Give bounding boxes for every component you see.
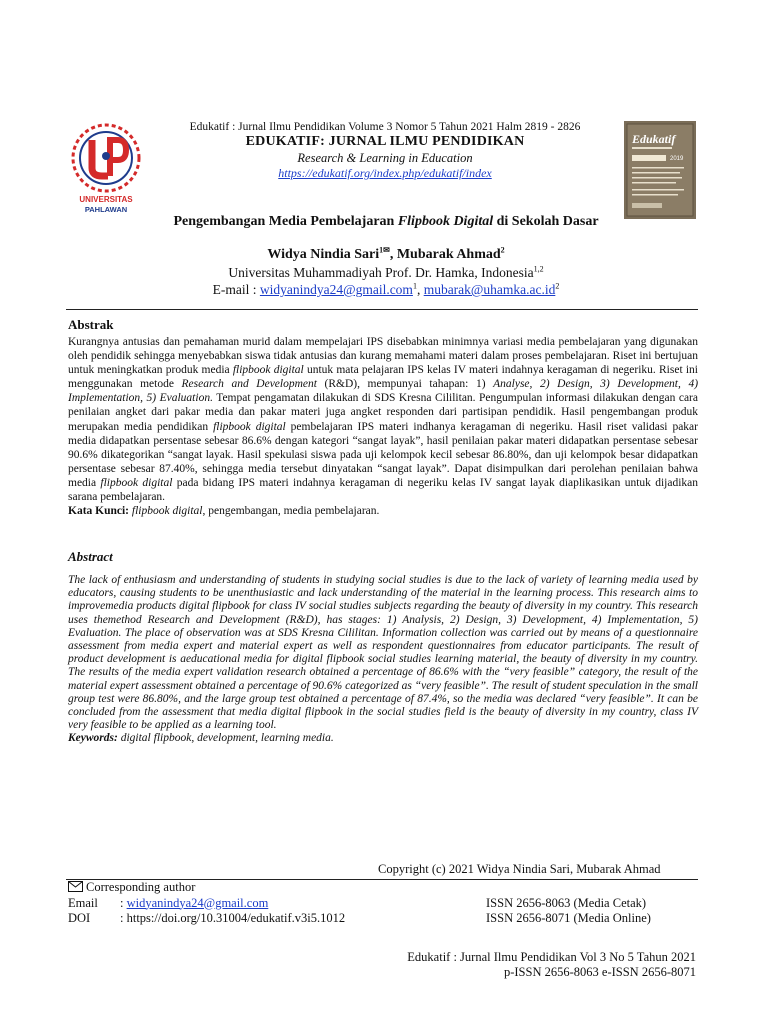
email-row xyxy=(68,896,698,912)
abstrak-em-5: flipbook digital xyxy=(100,476,173,489)
email-2-sup: 2 xyxy=(555,281,560,291)
footer-doi-label: DOI xyxy=(68,911,91,925)
journal-cover-thumbnail xyxy=(624,121,696,219)
keywords-rest: digital flipbook, development, learning media. xyxy=(117,732,334,745)
issn-online: ISSN 2656-8071 (Media Online) xyxy=(486,911,651,925)
author-2: , Mubarak Ahmad xyxy=(389,247,501,262)
author-emails: E-mail : widyanindya24@gmail.com$^1$, $mubarak@uhamka.ac.id^2$ xyxy=(212,281,560,297)
email-1-sup: 1 xyxy=(412,281,417,291)
abstrak-text-4: Tempat pengamatan dilakukan di SDS Kresna Cililitan. Pengumpulan informasi dilakukan dengan cara penilaian angket dari pakar media dan pakar materi juga angket responden dari partisipan pendidik. Hasil pengembangan produk merupakan media pendidikan xyxy=(68,392,698,433)
abstrak-em-4: flipbook digital xyxy=(213,420,286,433)
email-label: E-mail : xyxy=(212,282,260,297)
author-1-sup: 1✉ xyxy=(379,245,390,255)
footer-email-link[interactable]: widyanindya24@gmail.com xyxy=(126,895,269,910)
abstract-heading: Abstract xyxy=(68,549,113,564)
logo-text-pahlawan: PAHLAWAN xyxy=(84,205,128,214)
keywords-label: Keywords: xyxy=(68,732,118,745)
title-part-2: di Sekolah Dasar xyxy=(493,214,599,229)
affiliation xyxy=(80,265,692,281)
affiliation-sup: 1,2 xyxy=(533,264,544,274)
email-link-2[interactable]: mubarak@uhamka.ac.id xyxy=(423,282,556,297)
issn-print: ISSN 2656-8063 (Media Cetak) xyxy=(486,895,647,910)
footer-email-label: Email xyxy=(68,895,98,910)
doi-row xyxy=(68,911,698,927)
abstrak-em-2: Research and Development xyxy=(181,378,317,391)
author-list xyxy=(80,247,692,263)
journal-url-link[interactable]: https://edukatif.org/index.php/edukatif/index xyxy=(278,166,492,180)
copyright-notice: Copyright (c) 2021 Widya Nindia Sari, Mubarak Ahmad xyxy=(378,862,661,876)
abstrak-text-6: pada bidang IPS materi indahnya keragaman di negeriku kelas IV sangat layak diaplikasikan untuk dijadikan sarana pembelajaran. xyxy=(68,476,698,504)
corresponding-author-label: Corresponding author xyxy=(86,880,196,894)
abstract-body xyxy=(68,574,698,746)
abstrak-em-1: flipbook digital xyxy=(232,364,304,377)
abstract-text: The lack of enthusiasm and understanding of students in studying social studies is due to the lack of variety of learning media used by educators, causing students to be unenthusiastic and lack understanding of the material in the learning process. This research aims to improvemedia products digital flipbook for class IV social studies subjects regarding the beauty of diversity in my country. This research uses themethod Research and Development (R&D), has stages: 1) Analysis, 2) Design, 3) Development, 4) Implementation, 5) Evaluation. The place of observation was at SDS Kresna Cililitan. Information collection was carried out by means of a questionnaire assessment from media expert and material expert as well as respondent questionnaires from educator participants. The result of product development is aeducational media for digital flipbook social studies learning material, the beauty of diversity in my country. The results of the media expert validation research obtained a percentage of 86.6% with the “very feasible” category, the result of the material expert assessment obtained a percentage of 90.6% categorized as “very feasible”. The result of student speculation in the small group test were 86.80%, and the large group test obtained a percentage of 87.4%, so the media was declared “very feasible”. It can be concluded from the assessment that media digital flipbook in the social studies field is the beauty of diversity in my country, class IV very feasible to be applied as a learning tool. xyxy=(68,574,698,732)
corresponding-row xyxy=(68,880,698,896)
envelope-icon xyxy=(68,880,83,896)
affiliation-text: Universitas Muhammadiyah Prof. Dr. Hamka, Indonesia xyxy=(228,265,534,280)
journal-title: EDUKATIF: JURNAL ILMU PENDIDIKAN xyxy=(245,134,525,149)
abstrak-text-5: pembelajaran IPS materi indhanya keragaman di negeriku. Hasil riset validasi pakar media didapatkan persentase sebesar 86.6% dengan kategori “sangat layak”, hasil penilaian pakar materi didapatkan persentase sebesar 90.6% dikategorikan “sangat layak. Hasil spekulasi siswa pada uji kelompok kecil sebesar 86.80%, dan uji kelompok besar didapatkan persentase sebesar 87.40%, sehingga media tersebut dinyatakan “sangat layak”. Dapat disimpulkan dari perolehan penilaian bahwa media xyxy=(68,420,698,489)
footer-block xyxy=(68,880,698,927)
paper-title xyxy=(80,214,692,230)
title-part-1: Pengembangan Media Pembelajaran xyxy=(173,214,398,229)
kata-kunci-em: flipbook digital xyxy=(131,505,203,518)
footer-doi-value[interactable]: : https://doi.org/10.31004/edukatif.v3i5.1012 xyxy=(120,911,346,925)
journal-issue-line: Edukatif : Jurnal Ilmu Pendidikan Volume 3 Nomor 5 Tahun 2021 Halm 2819 - 2826 xyxy=(189,121,581,133)
abstrak-text-2: untuk mata pelajaran IPS kelas IV materi indahnya keragaman di negeriku. Riset ini menggunakan metode xyxy=(68,364,698,391)
journal-footer-line-1: Edukatif : Jurnal Ilmu Pendidikan Vol 3 No 5 Tahun 2021 xyxy=(407,950,696,964)
author-2-sup: 2 xyxy=(500,245,505,255)
university-logo xyxy=(66,116,146,216)
logo-text-universitas: UNIVERSITAS xyxy=(79,195,133,204)
abstrak-em-3: Analyse, 2) Design, 3) Development, 4) Implementation, 5) Evaluation. xyxy=(68,378,699,405)
journal-subtitle: Research & Learning in Education xyxy=(297,151,473,165)
author-1: Widya Nindia Sari xyxy=(267,247,380,262)
abstrak-text-1: Kurangnya antusias dan pemahaman murid dalam mempelajari IPS disebabkan minimnya variasi media pembelajaran yang digunakan oleh pendidik sehingga menyebabkan siswa tidak antusias dan kurang memahami materi dalam proses pembelajaran. Riset ini bertujuan untuk meningkatkan produk media xyxy=(68,336,698,377)
abstrak-body xyxy=(68,335,698,518)
title-part-emphasis: Flipbook Digital xyxy=(397,214,494,229)
divider-top xyxy=(66,309,698,310)
email-link-1[interactable]: widyanindya24@gmail.com xyxy=(259,282,413,297)
journal-footer xyxy=(300,950,696,980)
cover-year: 2019 xyxy=(670,156,684,162)
kata-kunci-rest: , pengembangan, media pembelajaran. xyxy=(202,505,380,518)
footer-email-value xyxy=(120,896,268,912)
abstrak-text-3: (R&D), mempunyai tahapan: 1) xyxy=(316,378,494,391)
kata-kunci-label: Kata Kunci: xyxy=(68,505,132,518)
abstrak-heading: Abstrak xyxy=(68,317,114,332)
journal-footer-line-2: p-ISSN 2656-8063 e-ISSN 2656-8071 xyxy=(503,965,696,979)
cover-title: Edukatif xyxy=(632,132,676,146)
footer-email-sep: : xyxy=(120,895,127,910)
